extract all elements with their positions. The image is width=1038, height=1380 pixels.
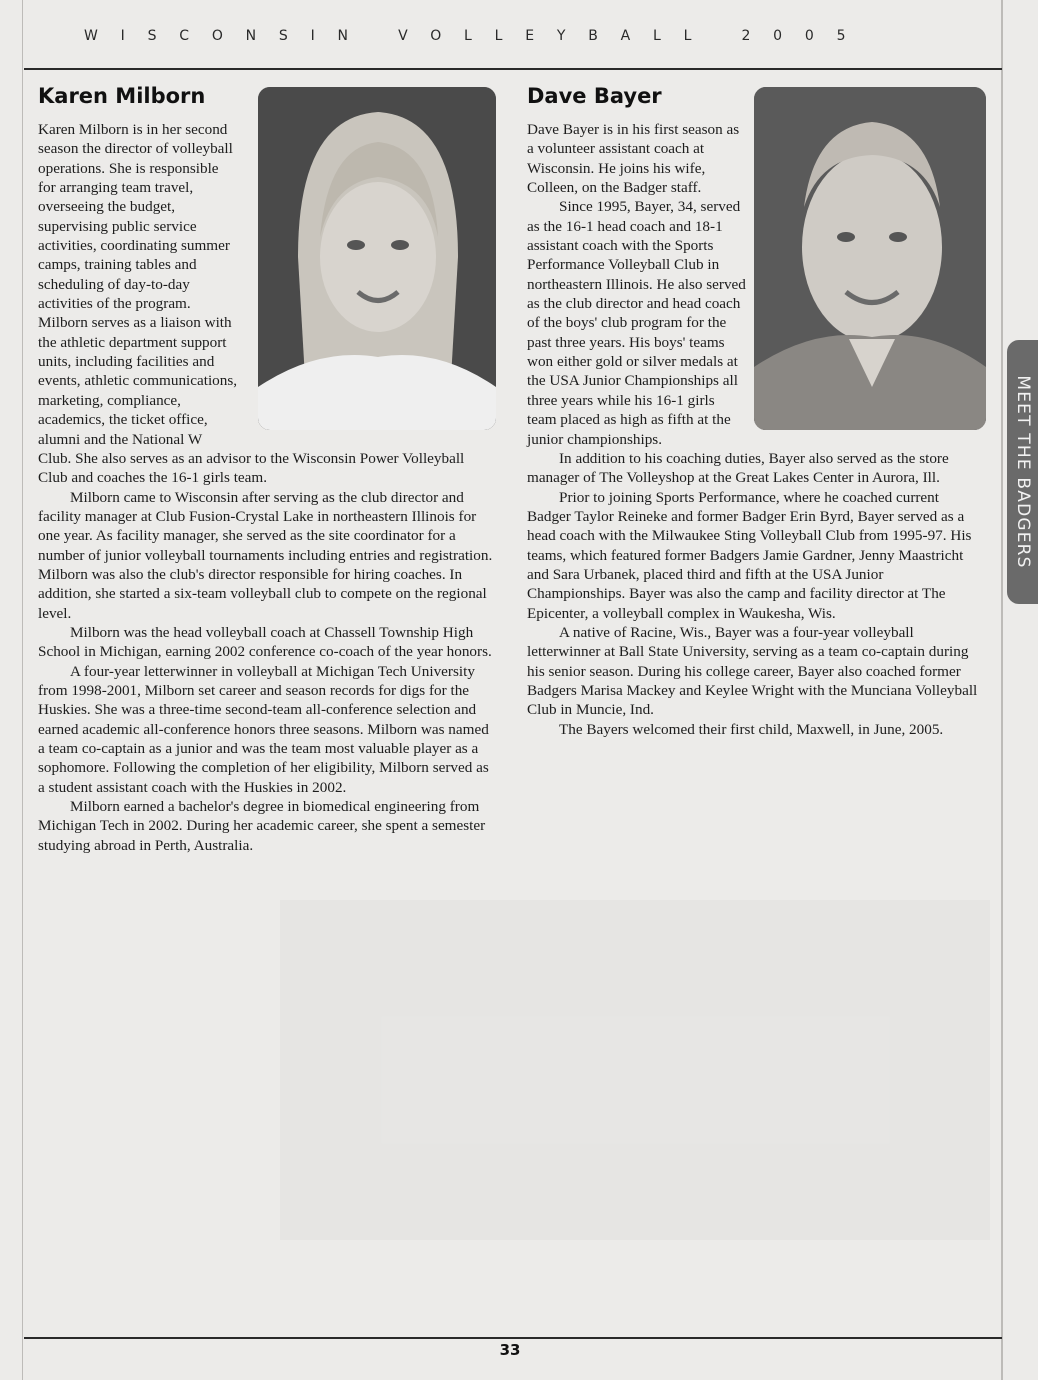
running-head: WISCONSIN VOLLEYBALL 2005 (84, 28, 869, 44)
right-bio-paragraph: Dave Bayer is in his first season as a volunteer assistant coach at Wisconsin. He joins his wife, Colleen, on the Badger staff. (527, 121, 740, 197)
top-rule (24, 68, 1002, 70)
left-bio-paragraph: Milborn came to Wisconsin after serving as the club director and facility manager at Club Fusion-Crystal Lake in northeastern Illinois for one year. As facility manager, she served as the site coordinator for a number of junior volleyball tournaments including entries and registration. Milborn was also the club's director responsible for hiring coaches. In addition, she started a six-team volleyball club to compete on the regional level. (38, 488, 493, 622)
right-photo-spacer (747, 120, 982, 442)
right-bio-paragraph: Prior to joining Sports Performance, where he coached current Badger Taylor Reineke and former Badger Erin Byrd, Bayer served as a head coach with the Milwaukee Sting Volleyball Club from 1995-97. His teams, which featured former Badgers Jamie Gardner, Jenny Maastricht and Sara Urbanek, placed third and fifth at the USA Junior Championships. Bayer was also the camp and facility director at The Epicenter, a volleyball complex in Waukesha, Wis. (527, 488, 972, 622)
right-name-heading: Dave Bayer (527, 84, 662, 108)
page-number: 33 (499, 1341, 521, 1359)
bottom-rule (24, 1337, 1002, 1339)
right-bio-paragraph: In addition to his coaching duties, Bayer also served as the store manager of The Volleyshop at the Great Lakes Center in Aurora, Ill. (527, 449, 949, 487)
right-bio-paragraph: A native of Racine, Wis., Bayer was a four-year volleyball letterwinner at Ball State University, serving as a team co-captain during his senior season. During his college career, Bayer also coached former Badgers Marisa Mackey and Keylee Wright with the Munciana Volleyball Club in Muncie, Ind. (527, 623, 978, 719)
page-edge-right (1001, 0, 1003, 1380)
left-bio-paragraph: Milborn was the head volleyball coach at Chassell Township High School in Michigan, earning 2002 conference co-coach of the year honors. (38, 623, 492, 661)
left-bio-paragraph: Karen Milborn is in her second season the director of volleyball operations. She is responsible for arranging team travel, overseeing the budget, supervising public service activities, coordinating summer camps, training tables and scheduling of day-to-day activities of the program. Milborn serves as a liaison with the athletic department support units, including facilities and events, athletic communications, marketing, compliance, academics, the ticket office, alumni and the National W Club. She also serves as an advisor to the Wisconsin Power Volleyball Club and coaches the 16-1 girls team. (38, 121, 465, 487)
right-bio-column (527, 120, 982, 739)
page-edge-left (22, 0, 23, 1380)
left-bio-paragraph: A four-year letterwinner in volleyball at Michigan Tech University from 1998-2001, Milborn set career and season records for digs for the Huskies. She was a three-time second-team all-conference selection and earned academic all-conference honors three seasons. Milborn was named a team co-captain as a junior and was the team most valuable player as a sophomore. Following the completion of her eligibility, Milborn served as a student assistant coach with the Huskies in 2002. (38, 662, 489, 796)
left-bio-column (38, 120, 496, 855)
bleed-through-area (280, 900, 990, 1240)
section-side-tab-label: MEET THE BADGERS (1012, 375, 1033, 569)
right-bio-paragraph: The Bayers welcomed their first child, Maxwell, in June, 2005. (559, 720, 944, 738)
right-bio-paragraph: Since 1995, Bayer, 34, served as the 16-1 head coach and 18-1 assistant coach with the Sports Performance Volleyball Club in northeastern Illinois. He also served as the club director and head coach of the boys' club program for the past three years. His boys' teams won either gold or silver medals at the USA Junior Championships all three years while his 16-1 girls team placed as high as fifth at the junior championships. (527, 198, 746, 448)
left-photo-spacer (238, 120, 496, 442)
section-side-tab (1007, 340, 1038, 604)
left-bio-paragraph: Milborn earned a bachelor's degree in biomedical engineering from Michigan Tech in 2002. During her academic career, she spent a semester studying abroad in Perth, Australia. (38, 798, 486, 854)
left-name-heading: Karen Milborn (38, 84, 206, 108)
